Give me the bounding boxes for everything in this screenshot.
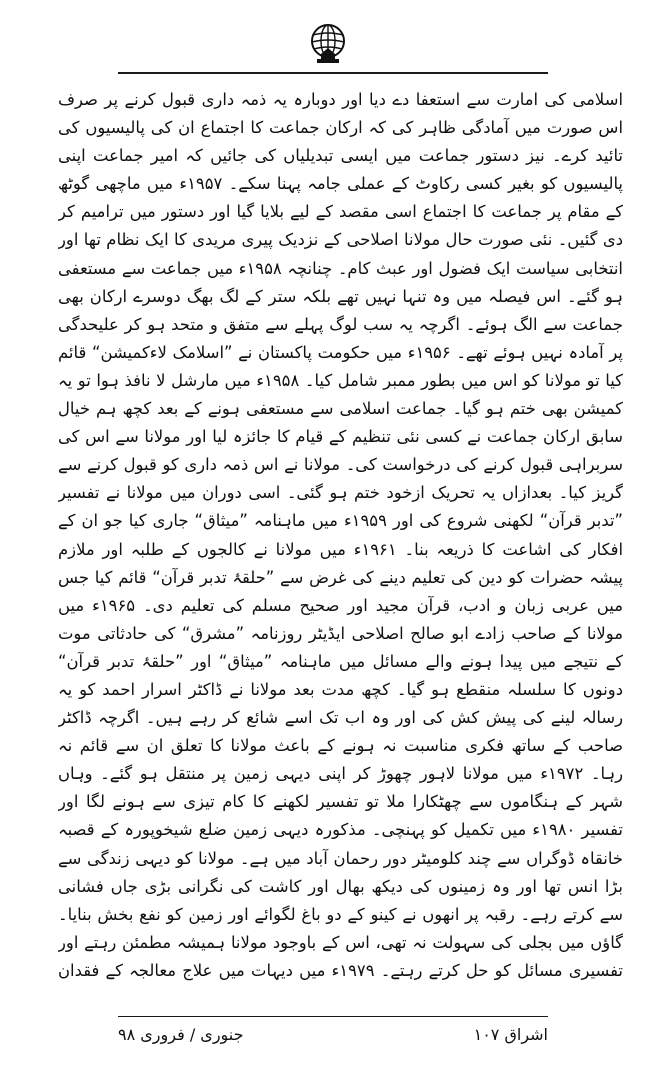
journal-page-number: اشراق ۱۰۷ bbox=[473, 1024, 548, 1044]
footer-divider bbox=[118, 1016, 548, 1017]
header-divider bbox=[118, 72, 548, 74]
article-body bbox=[58, 86, 623, 986]
page-footer bbox=[118, 1019, 548, 1049]
issue-date: جنوری / فروری ۹۸ bbox=[118, 1024, 244, 1044]
body-paragraph: اسلامی کی امارت سے استعفا دے دیا اور دوبارہ یہ ذمہ داری قبول کرنے پر صرف اس صورت میں آمادگی ظاہر کی کہ ارکان جماعت کا اجتماع ان کی پالیسیوں کی تائید کرے۔ نیز دستور جماعت میں ایسی تبدیلیاں کی جائیں کہ امیر جماعت اپنی پالیسیوں کو بغیر کسی رکاوٹ کے عملی جامہ پہنا سکے۔ ۱۹۵۷ء میں ماچھی گوٹھ کے مقام پر جماعت کا اجتماع اسی مقصد کے لیے بلایا گیا اور دستور میں ترامیم کر دی گئیں۔ نئی صورت حال مولانا اصلاحی کے نزدیک پیری مریدی کا ایک نظام تھا اور انتخابی سیاست ایک فضول اور عبث کام۔ چنانچہ ۱۹۵۸ء میں جماعت سے مستعفی ہو گئے۔ اس فیصلہ میں وہ تنہا نہیں تھے بلکہ ستر کے لگ بھگ دوسرے ارکان بھی جماعت سے الگ ہوئے۔ اگرچہ یہ سب لوگ پہلے سے متفق و متحد ہو کر علیحدگی پر آمادہ نہیں ہوئے تھے۔ ۱۹۵۶ء میں حکومت پاکستان نے ”اسلامک لاءکمیشن“ قائم کیا تو مولانا کو اس میں بطور ممبر شامل کیا۔ ۱۹۵۸ء میں مارشل لا نافذ ہوا تو یہ کمیشن بھی ختم ہو گیا۔ جماعت اسلامی سے مستعفی ہونے کے بعد کچھ ہم خیال سابق ارکان جماعت نے کسی نئی تنظیم کے قیام کا جائزہ لیا اور مولانا سے اس کی سربراہی قبول کرنے کی درخواست کی۔ مولانا نے اس ذمہ داری کو قبول کرنے سے گریز کیا۔ بعدازاں یہ تحریک ازخود ختم ہو گئی۔ اسی دوران میں مولانا نے تفسیر ”تدبر قرآن“ لکھنی شروع کی اور ۱۹۵۹ء میں ماہنامہ ”میثاق“ جاری کیا جو ان کے افکار کی اشاعت کا ذریعہ بنا۔ ۱۹۶۱ء میں مولانا نے کالجوں کے طلبہ اور ملازم پیشہ حضرات کو دین کی تعلیم دینے کی غرض سے ”حلقۂ تدبر قرآن“ قائم کیا جس میں عربی زبان و ادب، قرآن مجید اور صحیح مسلم کی تعلیم دی۔ ۱۹۶۵ء میں مولانا کے صاحب زادے ابو صالح اصلاحی ایڈیٹر روزنامہ ”مشرق“ کی حادثاتی موت کے نتیجے میں پیدا ہونے والے مسائل میں ماہنامہ ”میثاق“ اور ”حلقۂ تدبر قرآن“ دونوں کا سلسلہ منقطع ہو گیا۔ کچھ مدت بعد مولانا نے ڈاکٹر اسرار احمد کو یہ رسالہ لینے کی پیش کش کی اور وہ اب تک اسے شائع کر رہے ہیں۔ اگرچہ ڈاکٹر صاحب کے ساتھ فکری مناسبت نہ ہونے کے باعث مولانا کا تعلق ان سے قائم نہ رہا۔ ۱۹۷۲ء میں مولانا لاہور چھوڑ کر اپنی دیہی زمین پر منتقل ہو گئے۔ وہاں شہر کے ہنگاموں سے چھٹکارا ملا تو تفسیر لکھنے کا کام تیزی سے ہونے لگا اور تفسیر ۱۹۸۰ء میں تکمیل کو پہنچی۔ مذکورہ دیہی زمین ضلع شیخوپورہ کے قصبہ خانقاہ ڈوگراں سے چند کلومیٹر دور رحمان آباد میں ہے۔ مولانا کو دیہی زندگی سے بڑا انس تھا اور وہ زمینوں کی دیکھ بھال اور کاشت کی نگرانی بڑی جاں فشانی سے کرتے رہے۔ رقبہ پر انھوں نے کینو کے دو باغ لگوائے اور زمین کو نفع بخش بنایا۔ گاؤں میں بجلی کی سہولت نہ تھی، اس کے باوجود مولانا ہمیشہ مطمئن رہتے اور تفسیری مسائل کو حل کرتے رہتے۔ ۱۹۷۹ء میں دیہات میں علاج معالجہ کے فقدان bbox=[58, 90, 623, 980]
globe-emblem-icon bbox=[308, 22, 348, 66]
